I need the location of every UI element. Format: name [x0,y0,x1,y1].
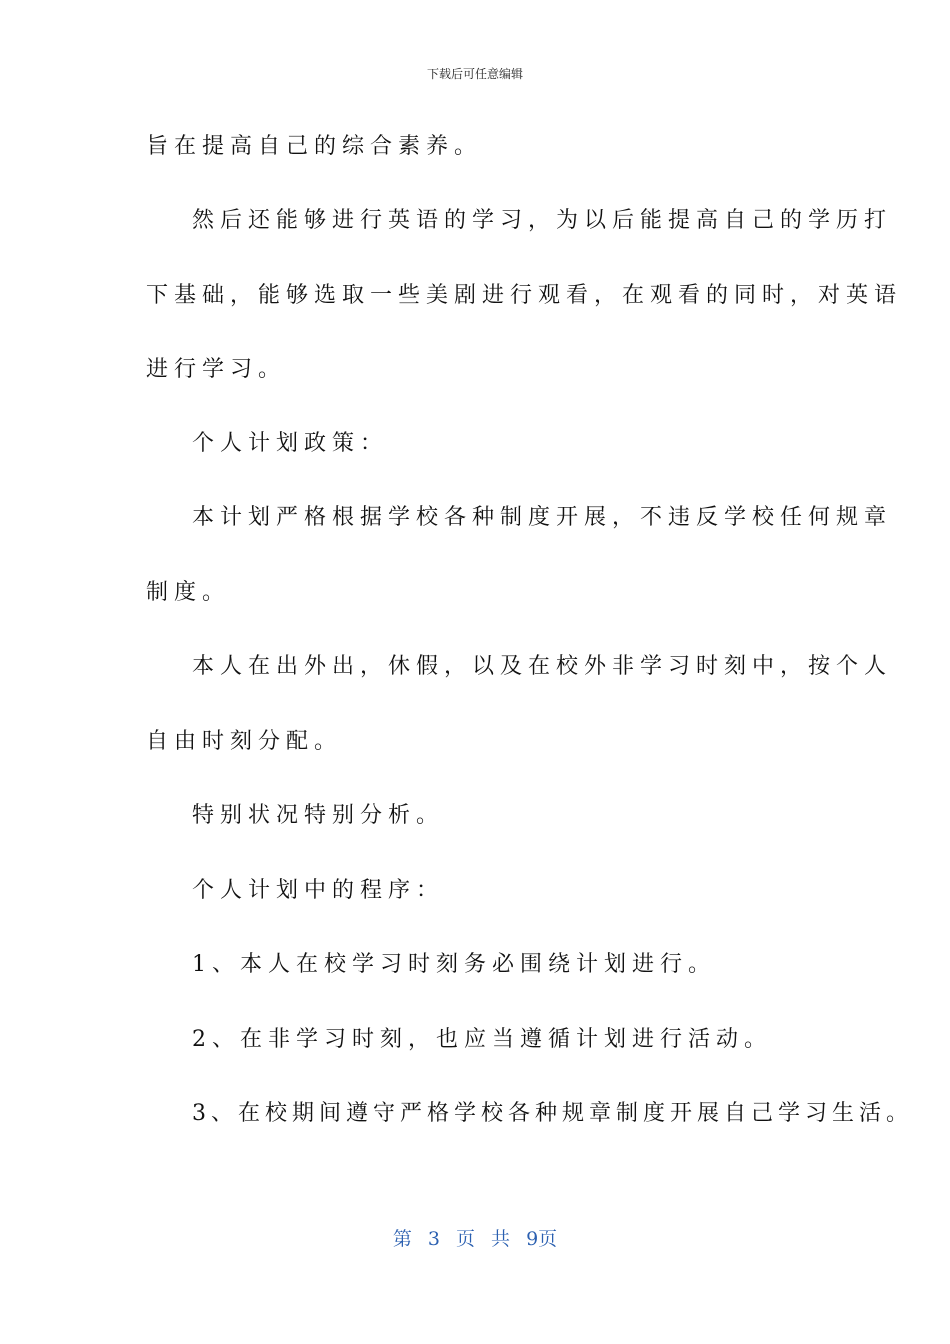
text-line: 个人计划中的程序： [192,878,445,903]
page-header: 下载后可任意编辑 [426,67,523,81]
text-line: 然后还能够进行英语的学习，为以后能提高自己的学历打 [192,208,893,233]
text-line: 个人计划政策： [192,431,389,456]
text-line: 1、本人在校学习时刻务必围绕计划进行。 [192,952,716,977]
text-line: 自由时刻分配。 [146,729,343,754]
text-line: 特别状况特别分析。 [192,803,445,828]
page-number-footer: 第 3 页 共 9页 [392,1228,558,1250]
text-line: 下基础，能够选取一些美剧进行观看，在观看的同时，对英语 [146,283,903,308]
text-line: 2、在非学习时刻，也应当遵循计划进行活动。 [192,1027,772,1052]
text-line: 3、在校期间遵守严格学校各种规章制度开展自己学习生活。 [192,1101,913,1126]
text-line: 本人在出外出，休假，以及在校外非学习时刻中，按个人 [192,654,893,679]
text-line: 本计划严格根据学校各种制度开展，不违反学校任何规章 [192,505,893,530]
text-line: 进行学习。 [146,357,287,382]
text-line: 旨在提高自己的综合素养。 [146,134,483,159]
text-line: 制度。 [146,580,231,605]
